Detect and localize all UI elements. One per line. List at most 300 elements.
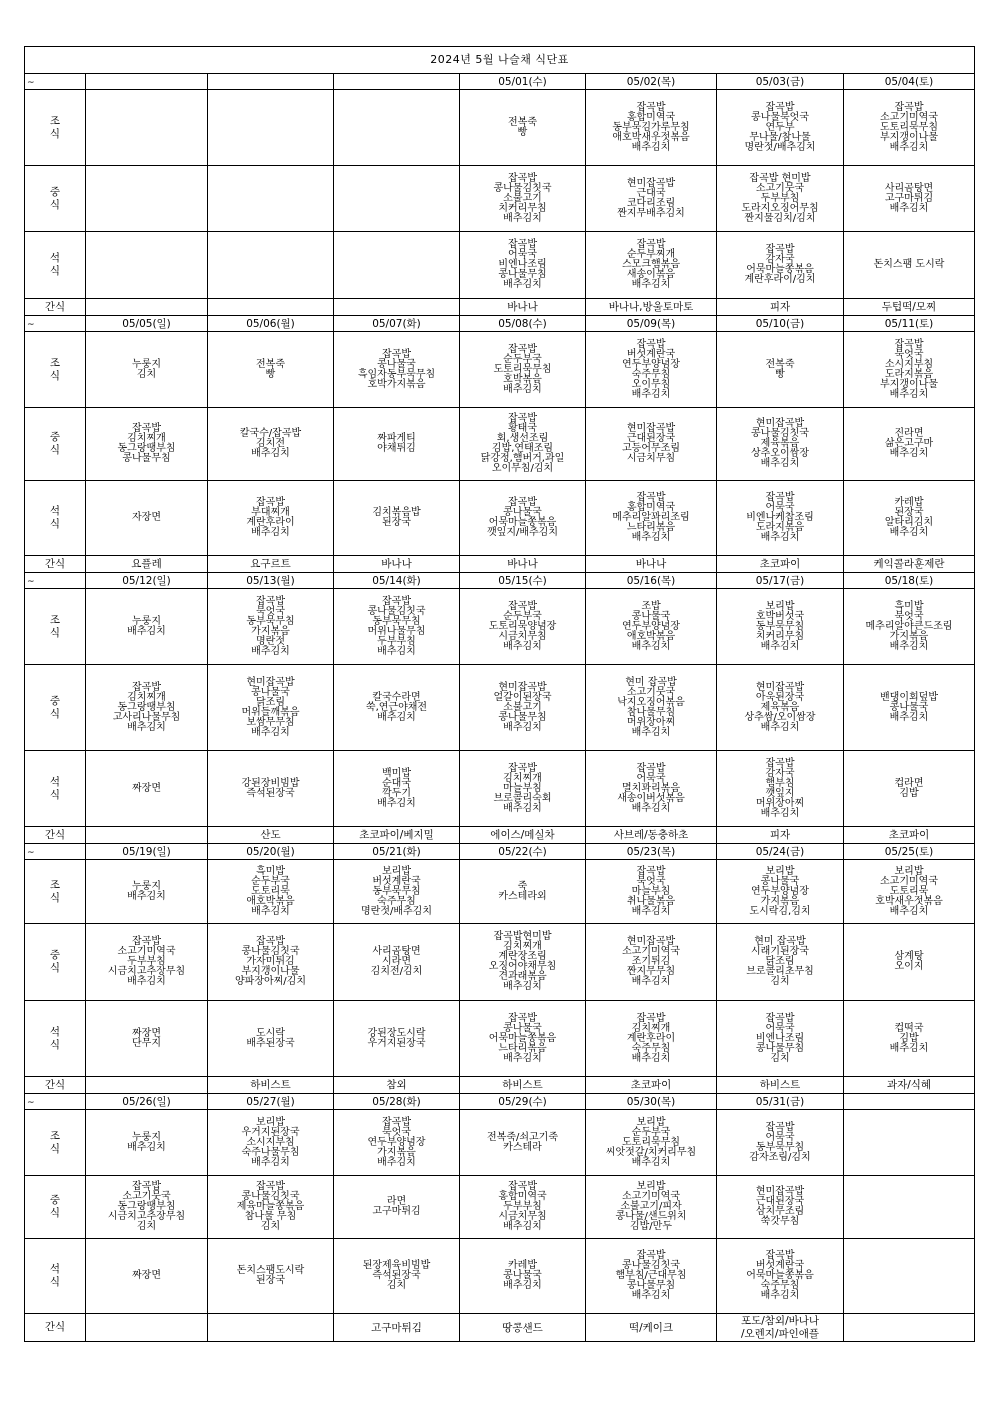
menu-item: 김밥/만두 (629, 1221, 672, 1232)
lunch-cell (460, 166, 586, 232)
menu-item: 견과래볶음 (498, 971, 547, 982)
snack-cell (86, 299, 208, 316)
snack-cell: 산도 (208, 827, 334, 844)
menu-item: 잡곡밥현미밥 (493, 931, 552, 942)
menu-item: 취나물볶음 (626, 895, 676, 907)
menu-item: 콩나물국 (503, 1270, 542, 1281)
label-char: 식 (49, 518, 61, 530)
menu-item: 소고기미역국 (880, 111, 938, 123)
menu-item: 부지갱이나물 (880, 378, 938, 390)
label-char: 중 (49, 185, 61, 198)
menu-item: 배추김치 (760, 807, 800, 819)
label-char: 중 (49, 694, 61, 707)
menu-item: 순대국 (382, 777, 411, 789)
dinner-cell (334, 1239, 460, 1314)
date-cell: 05/07(화) (334, 316, 460, 332)
menu-item: 야채튀김 (377, 443, 416, 454)
menu-item: 콩나물국 (503, 1022, 542, 1034)
menu-item: 보리밥 (382, 865, 411, 877)
menu-item: 밴댕이회덮밥 (880, 691, 938, 703)
menu-item: 버섯계란국 (372, 875, 421, 887)
menu-item: 배추김치 (889, 388, 929, 400)
menu-item: 잡곡밥 (765, 1012, 795, 1024)
menu-item: 고등어무조림 (622, 443, 680, 454)
snack-row (25, 1077, 975, 1094)
menu-item: 메추리알야큰드조림 (865, 620, 953, 632)
menu-item: 애호박새우젓볶음 (612, 131, 690, 143)
label-char: 식 (49, 891, 61, 904)
dinner-cell (334, 232, 460, 299)
date-cell: 05/31(금) (717, 1094, 844, 1110)
dinner-cell (586, 481, 717, 556)
label-char: 조 (49, 878, 61, 891)
breakfast-label (25, 90, 86, 166)
breakfast-cell (86, 589, 208, 665)
lunch-cell (208, 1176, 334, 1239)
menu-item: 배추김치 (889, 527, 929, 538)
label-char: 식 (49, 788, 61, 801)
menu-item: 상추쌈/오이쌈장 (744, 711, 816, 723)
snack-item: 포도/참외/바나나 (740, 1314, 820, 1327)
snack-cell: 바나나 (334, 556, 460, 573)
menu-item: 애호박볶음 (626, 630, 676, 642)
menu-item: 잡곡밥 (636, 239, 666, 250)
lunch-cell (844, 665, 975, 751)
menu-item: 브로콜리숙회 (493, 792, 552, 804)
breakfast-cell (208, 332, 334, 408)
label-char: 식 (49, 1276, 61, 1288)
menu-item: 잡곡밥 (508, 1012, 537, 1024)
menu-item: 잡곡밥 (132, 423, 161, 434)
menu-item: 머위장아찌 (755, 797, 805, 809)
snack-cell (208, 299, 334, 316)
menu-item: 배추김치 (127, 890, 166, 902)
lunch-cell (460, 1176, 586, 1239)
breakfast-cell (334, 860, 460, 924)
snack-cell: 땅콩샌드 (460, 1314, 586, 1342)
lunch-cell (586, 924, 717, 1001)
menu-item: 브로콜리초무침 (746, 966, 814, 977)
menu-item: 빵 (517, 126, 528, 138)
menu-item: 김치찌개 (127, 433, 166, 444)
menu-item: 비엔나케찹조림 (746, 512, 814, 523)
menu-item: 시금치고추장무침 (107, 966, 186, 977)
dinner-cell (334, 751, 460, 827)
snack-cell: 하비스트 (208, 1077, 334, 1094)
menu-item: 어묵국 (508, 249, 537, 260)
menu-item: 잡곡밥 (508, 762, 537, 774)
menu-item: 코다리조림 (626, 197, 676, 209)
menu-item: 닭조림 (256, 696, 285, 708)
menu-item: 근대된장국 (626, 433, 676, 444)
date-cell: 05/15(수) (460, 573, 586, 589)
breakfast-cell (86, 90, 208, 166)
dinner-cell (334, 481, 460, 556)
snack-label: 간식 (25, 299, 86, 316)
menu-item: 삼계탕 (894, 951, 924, 962)
menu-item: 잡곡밥 (765, 244, 795, 255)
menu-item: 숙주나물무침 (241, 1146, 300, 1158)
menu-item: 배추김치 (503, 981, 542, 992)
menu-item: 배추된장국 (246, 1037, 295, 1049)
date-cell: 05/19(일) (86, 844, 208, 860)
menu-item: 김치 (386, 1280, 407, 1291)
date-cell (334, 74, 460, 90)
menu-item: 잡곡밥 (382, 595, 411, 607)
menu-item: 동그랑땡부침 (117, 443, 176, 454)
lunch-cell (717, 1176, 844, 1239)
menu-item: 북엇국 (382, 1126, 411, 1138)
menu-item: 도시락 (256, 1027, 285, 1039)
menu-item: 짜장면 (132, 1027, 161, 1039)
menu-item: 배추김치 (377, 797, 416, 809)
menu-item: 마늘부침 (631, 885, 671, 897)
menu-item: 콩나물국 (760, 875, 800, 887)
date-cell: 05/05(일) (86, 316, 208, 332)
menu-item: 칼국수라면 (372, 691, 421, 703)
menu-item: 배추김치 (889, 448, 929, 459)
menu-item: 배추김치 (631, 279, 671, 290)
date-cell: 05/28(화) (334, 1094, 460, 1110)
menu-item: 배추김치 (503, 1052, 542, 1064)
menu-item: 카스테라 (503, 1141, 542, 1153)
menu-item: 배추김치 (251, 448, 290, 459)
menu-item: 잡곡밥 (765, 101, 795, 113)
menu-item: 고사리나물무침 (112, 711, 181, 723)
menu-item: 조기튀김 (631, 956, 671, 967)
menu-item: 소고기미역국 (880, 875, 938, 887)
menu-item: 햄부침/근대무침 (615, 1270, 687, 1281)
menu-item: 김치 (136, 1221, 157, 1232)
label-char: 석 (49, 1263, 61, 1275)
menu-item: 호박볶음 (503, 373, 542, 385)
menu-item: 참나물 무침 (244, 1211, 297, 1222)
menu-item: 계란후라이 (626, 1032, 676, 1044)
menu-item: 콩나물/샌드위치 (615, 1211, 687, 1222)
menu-item: 배추김치 (377, 711, 416, 723)
snack-cell (86, 1314, 208, 1342)
menu-table (24, 46, 975, 1342)
snack-cell: 초코파이 (844, 827, 975, 844)
menu-item: 현미잡곡밥 (246, 676, 295, 688)
lunch-cell (844, 408, 975, 481)
breakfast-row (25, 860, 975, 924)
menu-item: 호박버섯국 (755, 610, 805, 622)
lunch-cell (86, 408, 208, 481)
dinner-cell (717, 1001, 844, 1077)
menu-item: 시금치무침 (626, 453, 676, 464)
menu-item: 김치전 (256, 438, 285, 449)
menu-item: 도토리묵무침 (622, 1136, 680, 1148)
snack-label: 간식 (25, 1314, 86, 1342)
menu-item: 낙지오징어볶음 (617, 696, 685, 708)
dinner-cell (586, 751, 717, 827)
menu-item: 잡곡밥 (132, 1181, 161, 1192)
menu-item: 홍합미역국 (498, 1191, 547, 1202)
menu-item: 칼국수/잡곡밥 (239, 428, 302, 439)
menu-item: 현미잡곡밥 (498, 681, 547, 693)
lunch-row (25, 924, 975, 1001)
menu-item: 현미 잡곡밥 (754, 936, 806, 947)
menu-item: 북엇국 (894, 610, 924, 622)
label-char: 식 (49, 265, 61, 277)
snack-cell: 초코파이/베지밀 (334, 827, 460, 844)
date-row (25, 1094, 975, 1110)
menu-item: 즉석된장국 (372, 1270, 421, 1281)
dinner-cell (460, 1239, 586, 1314)
menu-item: 홍합미역국 (626, 502, 676, 513)
menu-item: 콩나물김칫국 (241, 946, 300, 957)
date-cell: 05/24(금) (717, 844, 844, 860)
menu-item: 현미 잡곡밥 (625, 676, 677, 688)
menu-item: 동부묵무침 (246, 615, 295, 627)
dinner-cell (844, 1001, 975, 1077)
menu-item: 잡곡밥 (508, 172, 537, 184)
menu-item: 치커리무침 (755, 630, 805, 642)
dinner-cell (208, 751, 334, 827)
menu-item: 순두부국 (251, 875, 290, 887)
menu-item: 배추김치 (503, 802, 542, 814)
menu-item: 도라지오징어무침 (741, 202, 819, 214)
menu-item: 씨앗젓갈/치커리무침 (605, 1146, 697, 1158)
menu-item: 버섯계란국 (755, 1260, 805, 1271)
menu-item: 쑥,연근야채전 (365, 701, 428, 713)
menu-item: 콩나물김칫국 (751, 428, 809, 439)
menu-item: 황태국 (508, 423, 537, 434)
date-cell: 05/01(수) (460, 74, 586, 90)
menu-item: 배추김치 (889, 905, 929, 917)
menu-item: 가지볶음 (889, 630, 929, 642)
menu-item: 동그랑땡부침 (117, 701, 176, 713)
corner-mark: ~ (27, 577, 35, 587)
snack-cell (86, 827, 208, 844)
menu-item: 김밥 (899, 787, 919, 799)
label-char: 식 (49, 1038, 61, 1051)
menu-item: 순두부찌개 (626, 249, 676, 260)
menu-item: 쑥갓무침 (760, 1216, 800, 1227)
menu-item: 제육마늘쫑볶음 (236, 1201, 305, 1212)
date-row (25, 573, 975, 589)
menu-item: 콩나물무침 (626, 1280, 676, 1291)
menu-item: 감자국 (765, 254, 795, 265)
menu-item: 사리곰탕면 (884, 182, 934, 194)
dinner-cell (460, 1001, 586, 1077)
menu-item: 배추김치 (251, 726, 290, 738)
menu-item: 소고기미역국 (622, 946, 680, 957)
menu-item: 카스테라외 (498, 890, 547, 902)
menu-sheet (24, 46, 974, 1342)
breakfast-cell (334, 589, 460, 665)
menu-item: 조밥 (641, 600, 661, 612)
breakfast-cell (717, 589, 844, 665)
menu-item: 배추김치 (631, 1290, 671, 1301)
breakfast-cell (717, 1110, 844, 1176)
label-char: 조 (49, 114, 61, 127)
menu-item: 비엔나조림 (498, 259, 547, 270)
menu-item: 연두부양념장 (751, 885, 809, 897)
breakfast-cell (86, 332, 208, 408)
menu-item: 삶은고구마 (884, 438, 934, 449)
menu-item: 현미잡곡밥 (755, 418, 805, 429)
dinner-cell (208, 481, 334, 556)
menu-item: 김치찌개 (503, 941, 542, 952)
menu-item: 현미잡곡밥 (755, 1186, 805, 1197)
menu-item: 어묵국 (765, 1131, 795, 1143)
menu-item: 어묵마늘쫑볶음 (746, 264, 814, 275)
menu-item: 부지갱이나물 (880, 131, 938, 143)
menu-item: 마늘부침 (503, 782, 542, 794)
date-cell: 05/29(수) (460, 1094, 586, 1110)
label-char: 식 (49, 369, 61, 382)
menu-item: 소불고기/피자 (620, 1201, 682, 1212)
menu-item: 배추김치 (503, 640, 542, 652)
lunch-cell (460, 408, 586, 481)
date-cell: 05/18(토) (844, 573, 975, 589)
menu-item: 전복죽 (256, 358, 285, 370)
menu-item: 콩나물국 (631, 610, 671, 622)
dinner-label (25, 1239, 86, 1314)
breakfast-cell (460, 332, 586, 408)
menu-item: 느타리볶음 (626, 522, 676, 533)
menu-item: 된장제육비빔밥 (362, 1260, 431, 1271)
menu-item: 잡곡밥 (636, 492, 666, 503)
breakfast-cell (586, 589, 717, 665)
menu-item: 김치찌개 (127, 691, 166, 703)
menu-item: 배추김치 (760, 458, 800, 469)
menu-item: 보쌈무무침 (246, 716, 295, 728)
menu-item: 잡곡밥 (636, 865, 666, 877)
date-cell: 05/30(목) (586, 1094, 717, 1110)
menu-item: 된장국 (256, 1275, 285, 1286)
date-row (25, 844, 975, 860)
menu-item: 연두부양념장 (367, 1136, 426, 1148)
menu-item: 도토리묵양념장 (488, 620, 557, 632)
menu-item: 동그랑땡부침 (117, 1201, 176, 1212)
menu-item: 소불고기 (503, 192, 542, 204)
breakfast-cell (844, 90, 975, 166)
menu-item: 김치 (136, 368, 157, 380)
menu-item: 머위장아찌 (626, 716, 676, 728)
lunch-cell (334, 924, 460, 1001)
breakfast-cell (844, 332, 975, 408)
lunch-cell (208, 408, 334, 481)
dinner-cell (208, 1239, 334, 1314)
date-cell: 05/11(토) (844, 316, 975, 332)
menu-item: 배추김치 (631, 388, 671, 400)
lunch-cell (334, 1176, 460, 1239)
dinner-cell (844, 751, 975, 827)
menu-item: 배추김치 (889, 141, 929, 153)
dinner-cell (208, 232, 334, 299)
menu-item: 보리밥 (765, 600, 795, 612)
menu-item: 숙주무침 (760, 1280, 800, 1291)
menu-item: 닭조림 (765, 956, 795, 967)
menu-item: 잡곡밥 (636, 338, 666, 350)
label-char: 조 (49, 1129, 61, 1142)
menu-item: 두부부침 (127, 956, 166, 967)
label-char: 식 (49, 1207, 61, 1219)
menu-item: 잡곡밥 (256, 497, 285, 508)
lunch-cell (208, 166, 334, 232)
lunch-cell (460, 924, 586, 1001)
lunch-cell (844, 1176, 975, 1239)
menu-item: 배추김치 (760, 1290, 800, 1301)
menu-item: 어묵마늘쫑볶음 (488, 517, 557, 528)
dinner-label (25, 751, 86, 827)
menu-item: 스모크햄볶음 (622, 259, 680, 270)
dinner-row (25, 1239, 975, 1314)
menu-item: 된장국 (894, 507, 924, 518)
snack-cell: 바나나 (460, 299, 586, 316)
menu-item: 잡곡밥 (132, 936, 161, 947)
menu-item: 오징어야채무침 (488, 961, 557, 972)
menu-item: 김치찌개 (631, 1022, 671, 1034)
menu-item: 배추김치 (503, 212, 542, 224)
menu-item: 상추오이쌈장 (751, 448, 809, 459)
corner-cell (25, 316, 86, 332)
breakfast-cell (460, 589, 586, 665)
menu-item: 김치 (260, 1221, 281, 1232)
menu-item: 잡곡밥 (636, 101, 666, 113)
menu-item: 배추김치 (503, 721, 542, 733)
menu-item: 배추김치 (631, 141, 671, 153)
menu-item: 짜장면 (132, 1270, 161, 1281)
menu-item: 잡곡밥 (256, 936, 285, 947)
menu-item: 백미밥 (382, 767, 411, 779)
lunch-row (25, 665, 975, 751)
menu-item: 동부묵김가루무침 (612, 121, 690, 133)
lunch-cell (586, 408, 717, 481)
menu-item: 멸치꽈리볶음 (622, 782, 680, 794)
menu-item: 김치찌개 (503, 772, 542, 784)
dinner-label (25, 1001, 86, 1077)
menu-item: 짜파게티 (377, 433, 416, 444)
label-char: 식 (49, 962, 61, 974)
lunch-cell (208, 924, 334, 1001)
menu-item: 오이무침/김치 (491, 463, 554, 474)
menu-item: 깍두기 (382, 787, 411, 799)
date-cell: 05/23(목) (586, 844, 717, 860)
dinner-row (25, 481, 975, 556)
date-cell: 05/06(월) (208, 316, 334, 332)
menu-item: 소불고기 (503, 701, 542, 713)
menu-item: 잡곡밥 (508, 239, 537, 250)
menu-item: 양파장아찌/김치 (235, 976, 306, 987)
corner-cell (25, 74, 86, 90)
menu-item: 보리밥 (636, 1181, 666, 1192)
dinner-cell (586, 232, 717, 299)
menu-item: 새송이버섯볶음 (617, 792, 685, 804)
breakfast-cell (334, 90, 460, 166)
menu-item: 도라지볶음 (884, 368, 934, 380)
lunch-cell (208, 665, 334, 751)
menu-item: 두부부침 (503, 1201, 542, 1212)
menu-item: 배추김치 (631, 905, 671, 917)
menu-item: 깻잎지 (765, 787, 795, 799)
dinner-cell (844, 1239, 975, 1314)
menu-item: 배추김치 (631, 1052, 671, 1064)
menu-item: 보리밥 (894, 865, 924, 877)
menu-item: 짜장면 (132, 782, 161, 794)
date-cell: 05/27(월) (208, 1094, 334, 1110)
menu-item: 배추김치 (251, 1156, 290, 1168)
snack-cell: 참외 (334, 1077, 460, 1094)
menu-item: 콩나물국 (377, 358, 416, 370)
menu-item: 잡곡밥 (765, 1250, 795, 1261)
date-cell: 05/21(화) (334, 844, 460, 860)
date-cell: 05/12(일) (86, 573, 208, 589)
menu-item: 콩나물북엇국 (751, 111, 809, 123)
